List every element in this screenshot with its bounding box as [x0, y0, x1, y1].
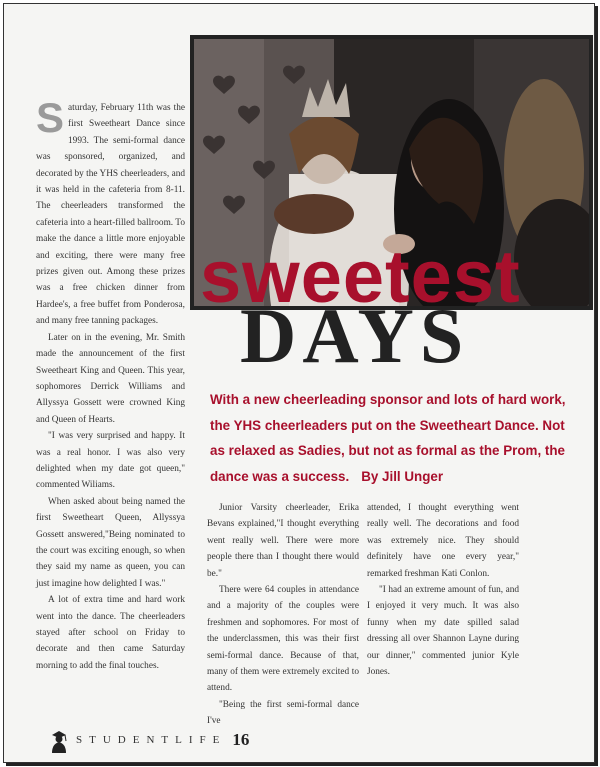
byline: By Jill Unger — [361, 468, 444, 484]
story-paragraph — [36, 94, 185, 330]
yearbook-page — [3, 3, 595, 763]
story-paragraph: "I had an extreme amount of fun, and I enjoyed it very much. It was also funny when my date spilled salad dressing all over Shannon Layne during our dinner," commented junior Kyle Jones. — [367, 585, 519, 678]
story-paragraph: "I was very surprised and happy. It was a real honor. I was also very delighted when my date got queen," commented Wiliams. — [36, 431, 185, 491]
drop-cap: S — [36, 94, 65, 141]
deck-intro — [210, 387, 580, 489]
story-paragraph: "Being the first semi-formal dance I've — [207, 699, 359, 727]
story-paragraph-text: aturday, February 11th was the first Sweetheart Dance since 1993. The semi-formal dance was sponsored, organized, and decorated by the YHS cheerleaders, and it was held in the cafeteria from 8-11. The cheerleaders transformed the cafeteria into a heart-filled ballroom. To make the dance a little more enjoyable and exciting, there were many free prizes given out. Among these prizes was a free chicken dinner from Hardee's, a free buffet from Ponderosa, and many free tanning packages. — [36, 103, 185, 327]
deck-text: With a new cheerleading sponsor and lots of hard work, the YHS cheerleaders put on the Sweetheart Dance. Not as relaxed as Sadies, but not as formal as the Prom, the dance was a success. — [210, 392, 566, 484]
story-column-1 — [36, 94, 185, 674]
page-footer — [50, 726, 249, 754]
story-paragraph: Junior Varsity cheerleader, Erika Bevans explained,"I thought everything went really well. There were more people there than I thought there would be." — [207, 503, 359, 579]
story-paragraph: Later on in the evening, Mr. Smith made the announcement of the first Sweetheart King and Queen. This year, sophomores Derrick Williams and Allyssya Gossett were crowned King and Queen of Hearts. — [36, 332, 185, 425]
story-column-3 — [367, 500, 519, 680]
story-column-2 — [207, 500, 359, 730]
headline-sweetest: sweetest — [200, 235, 521, 318]
headline-days: DAYS — [240, 292, 470, 379]
footer-section-name: STUDENTLIFE — [76, 734, 227, 746]
story-paragraph: When asked about being named the first Sweetheart Queen, Allyssya Gossett answered,"Being nominated to the court was exciting enough, so when they said my name as queen, you can just imagine how delighted I was." — [36, 496, 185, 589]
grad-bust-icon — [50, 726, 68, 754]
story-paragraph: There were 64 couples in attendance and a majority of the couples were freshmen and sophomores. For most of the underclassmen, this was their first semi-formal dance. Because of that, many of them were extremely excited to attend. — [207, 585, 359, 694]
page-number: 16 — [232, 730, 250, 749]
story-paragraph: A lot of extra time and hard work went into the dance. The cheerleaders stayed after school on Friday to decorate and then came Saturday morning to add the final touches. — [36, 595, 185, 671]
story-paragraph: attended, I thought everything went really well. The decorations and food was extremely nice. They should definitely have one every year," remarked freshman Kati Conlon. — [367, 503, 519, 579]
